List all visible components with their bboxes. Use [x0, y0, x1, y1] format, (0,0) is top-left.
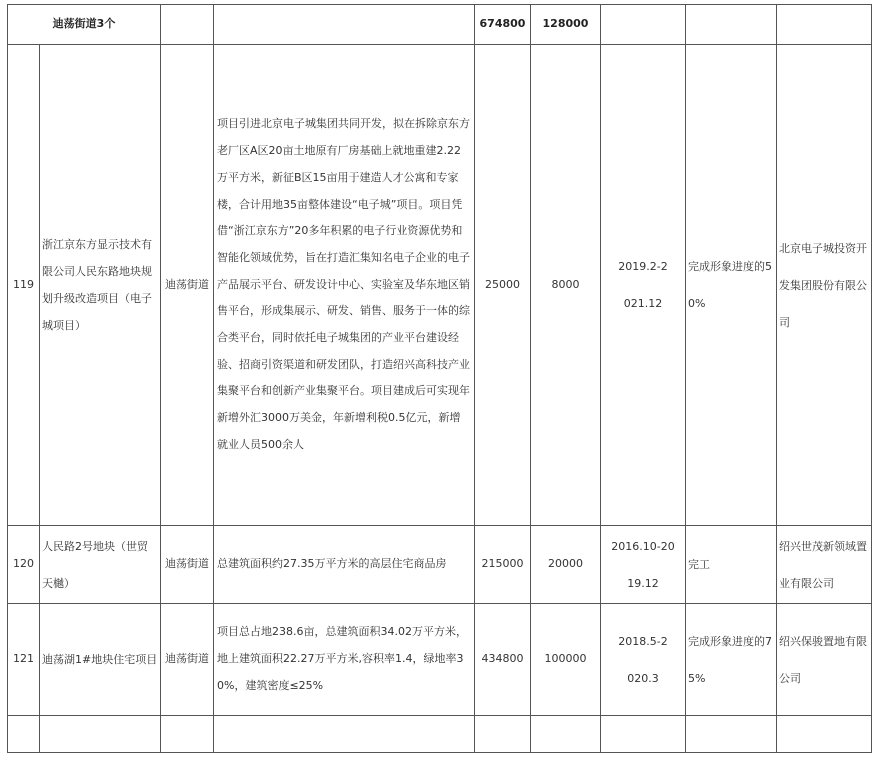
annual-investment: 8000 [531, 45, 601, 526]
project-table [7, 4, 872, 753]
project-name: 人民路2号地块（世贸天樾） [40, 526, 161, 604]
construction-period: 2019.2-2021.12 [601, 45, 686, 526]
row-number: 120 [8, 526, 40, 604]
developer: 绍兴保骏置地有限公司 [777, 604, 872, 716]
total-investment: 25000 [475, 45, 531, 526]
empty-cell [214, 5, 475, 45]
street: 迪荡街道 [161, 526, 214, 604]
empty-cell [777, 716, 872, 753]
empty-cell [531, 716, 601, 753]
progress-status: 完工 [686, 526, 777, 604]
table-row [8, 526, 872, 604]
empty-row [8, 716, 872, 753]
project-description: 总建筑面积约27.35万平方米的高层住宅商品房 [214, 526, 475, 604]
project-name: 迪荡湖1#地块住宅项目 [40, 604, 161, 716]
empty-cell [8, 716, 40, 753]
empty-cell [214, 716, 475, 753]
subtotal-row [8, 5, 872, 45]
empty-cell [161, 716, 214, 753]
total-investment: 434800 [475, 604, 531, 716]
table-row [8, 45, 872, 526]
developer: 北京电子城投资开发集团股份有限公司 [777, 45, 872, 526]
total-investment: 215000 [475, 526, 531, 604]
row-number: 121 [8, 604, 40, 716]
street: 迪荡街道 [161, 45, 214, 526]
table-row [8, 604, 872, 716]
project-description: 项目引进北京电子城集团共同开发，拟在拆除京东方老厂区A区20亩土地原有厂房基础上就地重建2.22万平方米，新征B区15亩用于建造人才公寓和专家楼，合计用地35亩整体建设“电子城”项目。项目凭借“浙江京东方”20多年积累的电子行业资源优势和智能化领域优势，旨在打造汇集知名电子企业的电子产品展示平台、研发设计中心、实验室及华东地区销售平台，形成集展示、研发、销售、服务于一体的综合类平台，同时依托电子城集团的产业平台建设经验、招商引资渠道和研发团队，打造绍兴高科技产业集聚平台和创新产业集聚平台。项目建成后可实现年新增外汇3000万美金，年新增利税0.5亿元，新增就业人员500余人 [214, 45, 475, 526]
empty-cell [475, 716, 531, 753]
empty-cell [601, 716, 686, 753]
construction-period: 2018.5-2020.3 [601, 604, 686, 716]
row-number: 119 [8, 45, 40, 526]
subtotal-investment: 674800 [475, 5, 531, 45]
empty-cell [601, 5, 686, 45]
construction-period: 2016.10-2019.12 [601, 526, 686, 604]
project-description: 项目总占地238.6亩，总建筑面积34.02万平方米，地上建筑面积22.27万平方米,容积率1.4，绿地率30%，建筑密度≤25% [214, 604, 475, 716]
annual-investment: 100000 [531, 604, 601, 716]
progress-status: 完成形象进度的75% [686, 604, 777, 716]
empty-cell [40, 716, 161, 753]
project-name: 浙江京东方显示技术有限公司人民东路地块规划升级改造项目（电子城项目） [40, 45, 161, 526]
progress-status: 完成形象进度的50% [686, 45, 777, 526]
empty-cell [686, 5, 777, 45]
empty-cell [161, 5, 214, 45]
street: 迪荡街道 [161, 604, 214, 716]
developer: 绍兴世茂新领域置业有限公司 [777, 526, 872, 604]
empty-cell [686, 716, 777, 753]
empty-cell [777, 5, 872, 45]
annual-investment: 20000 [531, 526, 601, 604]
subtotal-annual: 128000 [531, 5, 601, 45]
subtotal-label: 迪荡街道3个 [8, 5, 161, 45]
